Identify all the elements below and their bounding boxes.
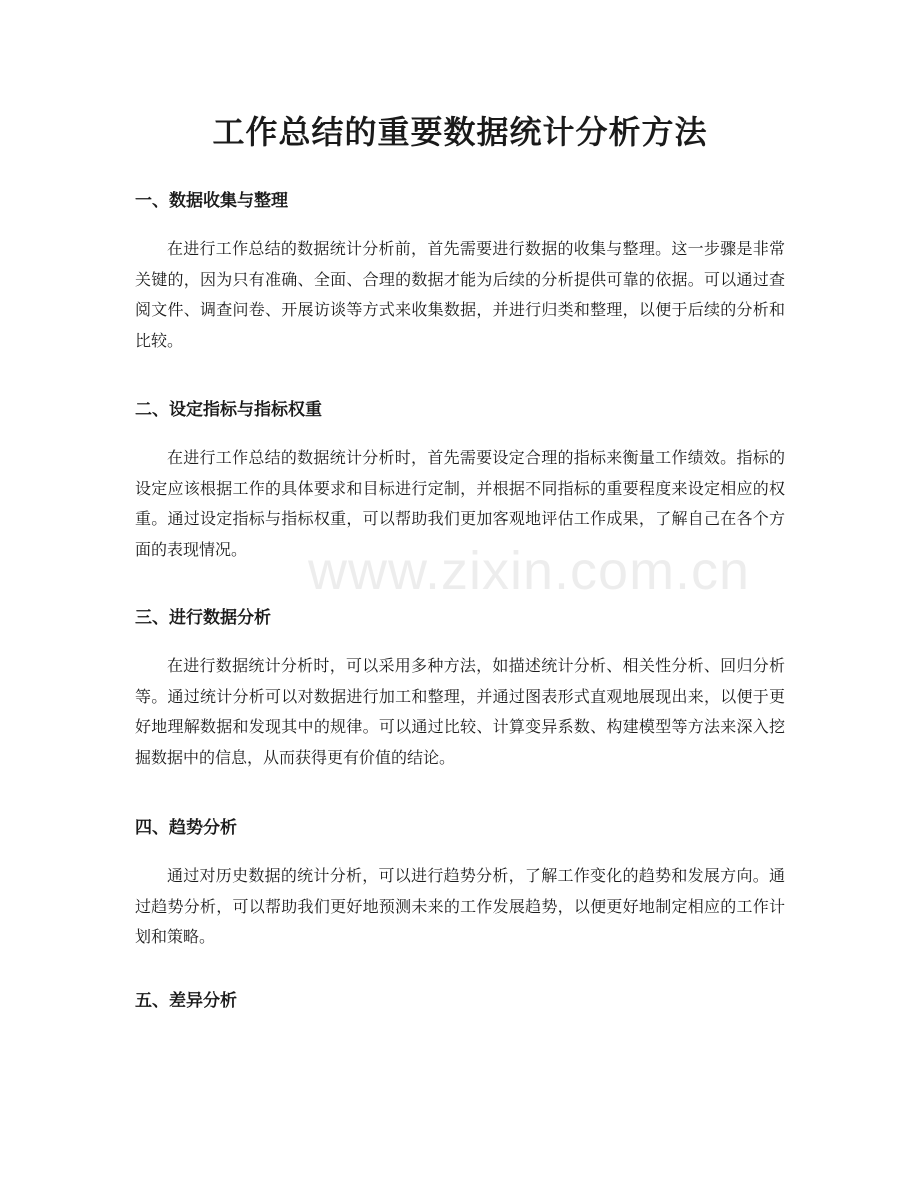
section-trend-analysis [135, 815, 785, 953]
page-title: 工作总结的重要数据统计分析方法 [212, 113, 708, 151]
section-heading: 二、设定指标与指标权重 [135, 400, 322, 420]
section-paragraph: 通过对历史数据的统计分析，可以进行趋势分析，了解工作变化的趋势和发展方向。通过趋势分析，可以帮助我们更好地预测未来的工作发展趋势，以便更好地制定相应的工作计划和策略。 [135, 866, 785, 946]
section-difference-analysis [135, 988, 785, 1014]
section-paragraph: 在进行工作总结的数据统计分析前，首先需要进行数据的收集与整理。这一步骤是非常关键的，因为只有准确、全面、合理的数据才能为后续的分析提供可靠的依据。可以通过查阅文件、调查问卷、开展访谈等方式来收集数据，并进行归类和整理，以便于后续的分析和比较。 [135, 239, 785, 350]
section-heading: 五、差异分析 [135, 991, 237, 1011]
section-data-analysis [135, 605, 785, 773]
section-indicators [135, 397, 785, 565]
watermark: www.zixin.com.cn [308, 541, 751, 601]
section-heading: 一、数据收集与整理 [135, 191, 288, 211]
section-data-collection [135, 188, 785, 356]
section-paragraph: 在进行数据统计分析时，可以采用多种方法，如描述统计分析、相关性分析、回归分析等。通过统计分析可以对数据进行加工和整理，并通过图表形式直观地展现出来，以便于更好地理解数据和发现其中的规律。可以通过比较、计算变异系数、构建模型等方法来深入挖掘数据中的信息，从而获得更有价值的结论。 [135, 656, 785, 767]
section-paragraph: 在进行工作总结的数据统计分析时，首先需要设定合理的指标来衡量工作绩效。指标的设定应该根据工作的具体要求和目标进行定制，并根据不同指标的重要程度来设定相应的权重。通过设定指标与指标权重，可以帮助我们更加客观地评估工作成果，了解自己在各个方面的表现情况。 [135, 448, 785, 559]
section-heading: 四、趋势分析 [135, 818, 237, 838]
section-heading: 三、进行数据分析 [135, 608, 271, 628]
